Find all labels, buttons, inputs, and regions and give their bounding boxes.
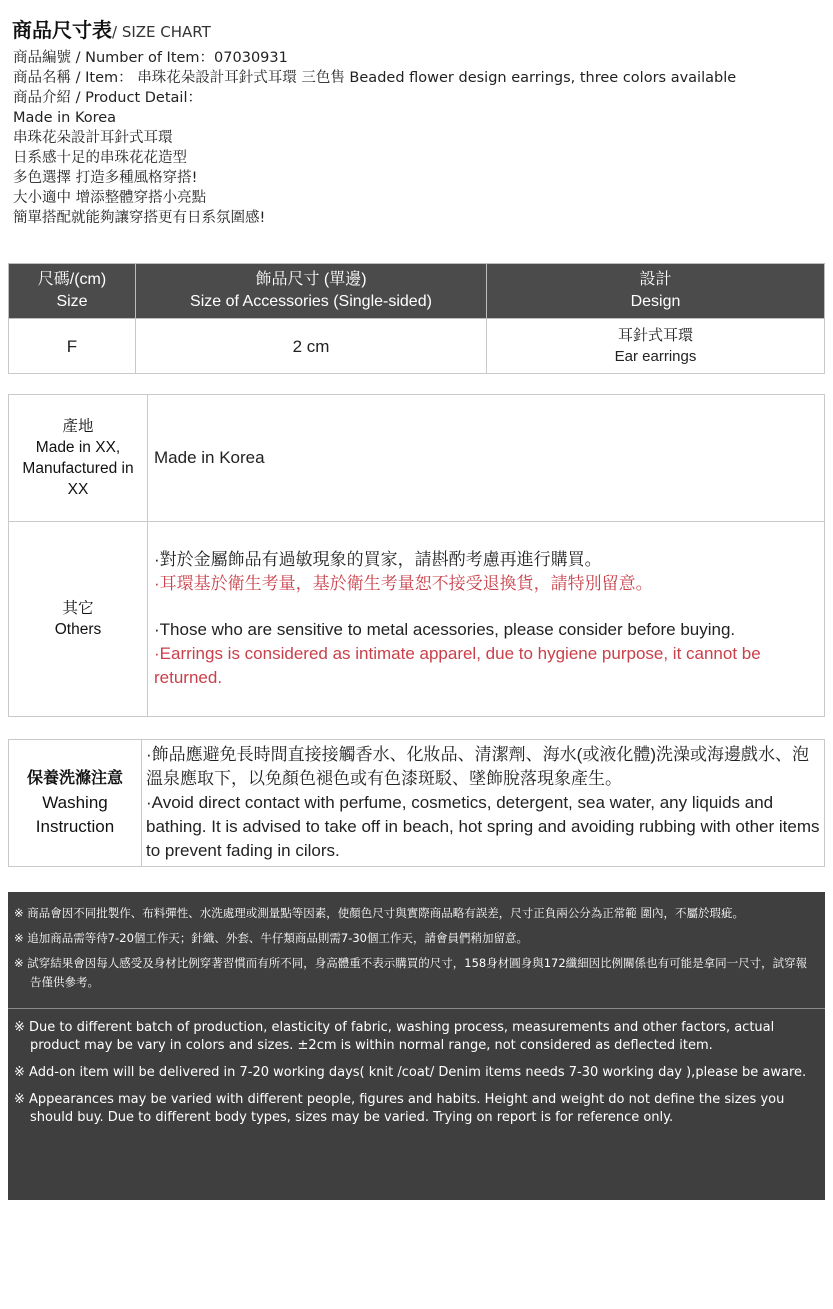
info-table bbox=[8, 394, 825, 717]
item-name: 商品名稱 / Item： 串珠花朵設計耳針式耳環 三色售 Beaded flower design earrings, three colors available bbox=[13, 70, 737, 86]
others-row bbox=[9, 522, 825, 717]
detail-line: Made in Korea bbox=[13, 110, 117, 126]
page-title bbox=[12, 14, 211, 43]
notes-zh bbox=[8, 892, 825, 1004]
origin-value: Made in Korea bbox=[148, 395, 825, 522]
header-design: 設計 Design bbox=[487, 264, 825, 319]
product-detail-label: 商品介紹 / Product Detail： bbox=[13, 90, 202, 106]
note-item: ※ 商品會因不同批製作、布料彈性、水洗處理或測量點等因素，使顏色尺寸與實際商品略有誤差，尺寸正負兩公分為正常範 圍內，不屬於瑕疵。 bbox=[14, 906, 744, 920]
detail-line: 日系感十足的串珠花花造型 bbox=[13, 150, 187, 166]
care-row bbox=[9, 740, 825, 867]
detail-line: 串珠花朵設計耳針式耳環 bbox=[13, 130, 173, 146]
note-item: ※ Due to different batch of production, elasticity of fabric, washing process, measurements and other factors, actual product may be vary in colors and sizes. ±2cm is within normal range, not considered as deflected item. bbox=[14, 1020, 775, 1053]
item-number: 商品編號 / Number of Item：07030931 bbox=[13, 50, 288, 66]
product-info bbox=[13, 48, 803, 228]
notes-en bbox=[8, 1009, 825, 1142]
size-value: F bbox=[9, 319, 136, 374]
header-size: 尺碼/(cm) Size bbox=[9, 264, 136, 319]
note-item: ※ 追加商品需等待7-20個工作天；針織、外套、牛仔類商品則需7-30個工作天，請會員們稍加留意。 bbox=[14, 931, 528, 945]
detail-line: 簡單搭配就能夠讓穿搭更有日系氛圍感! bbox=[13, 210, 266, 226]
design-value: 耳針式耳環 Ear earrings bbox=[487, 319, 825, 374]
care-content bbox=[142, 740, 825, 867]
others-label: 其它 Others bbox=[9, 522, 148, 717]
care-label: 保養洗滌注意 Washing Instruction bbox=[9, 740, 142, 867]
care-text-en: ·Avoid direct contact with perfume, cosmetics, detergent, sea water, any liquids and bathing. It is advised to take off in beach, hot spring and avoiding rubbing with other items to prevent fading in cilors. bbox=[146, 793, 820, 860]
care-table bbox=[8, 739, 825, 867]
origin-label: 產地 Made in XX, Manufactured in XX bbox=[9, 395, 148, 522]
origin-row bbox=[9, 395, 825, 522]
care-text-zh: ·飾品應避免長時間直接接觸香水、化妝品、清潔劑、海水(或液化體)洗澡或海邊戲水、泡溫泉應取下，以免顏色褪色或有色漆斑駁、墜飾脫落現象產生。 bbox=[146, 745, 809, 788]
note-item: ※ Add-on item will be delivered in 7-20 working days( knit /coat/ Denim items needs 7-30 working day ),please be aware. bbox=[14, 1065, 807, 1080]
detail-line: 大小適中 增添整體穿搭小亮點 bbox=[13, 190, 207, 206]
title-zh: 商品尺寸表 bbox=[12, 18, 112, 42]
notice-hygiene-zh: ·耳環基於衛生考量，基於衛生考量恕不接受退換貨，請特別留意。 bbox=[154, 574, 653, 593]
notes-panel bbox=[8, 892, 825, 1200]
others-content bbox=[148, 522, 825, 717]
notice-metal-en: ·Those who are sensitive to metal acessories, please consider before buying. bbox=[154, 620, 736, 639]
header-accessory-size: 飾品尺寸 (單邊) Size of Accessories (Single-sided) bbox=[136, 264, 487, 319]
accessory-size-value: 2 cm bbox=[136, 319, 487, 374]
notice-hygiene-en: ·Earrings is considered as intimate apparel, due to hygiene purpose, it cannot be returned. bbox=[154, 644, 761, 687]
note-item: ※ 試穿結果會因每人感受及身材比例穿著習慣而有所不同，身高體重不表示購買的尺寸，158身材圓身與172纖細因比例關係也有可能是拿同一尺寸，試穿報告僅供參考。 bbox=[14, 956, 808, 989]
notice-metal-zh: ·對於金屬飾品有過敏現象的買家，請斟酌考慮再進行購買。 bbox=[154, 550, 602, 569]
title-en: / SIZE CHART bbox=[112, 23, 211, 41]
note-item: ※ Appearances may be varied with different people, figures and habits. Height and weight do not define the sizes you should buy. Due to different body types, sizes may be varied. Trying on report is for reference only. bbox=[14, 1092, 785, 1125]
size-table-header bbox=[9, 264, 825, 319]
table-row bbox=[9, 319, 825, 374]
detail-line: 多色選擇 打造多種風格穿搭! bbox=[13, 170, 198, 186]
size-table bbox=[8, 263, 825, 374]
